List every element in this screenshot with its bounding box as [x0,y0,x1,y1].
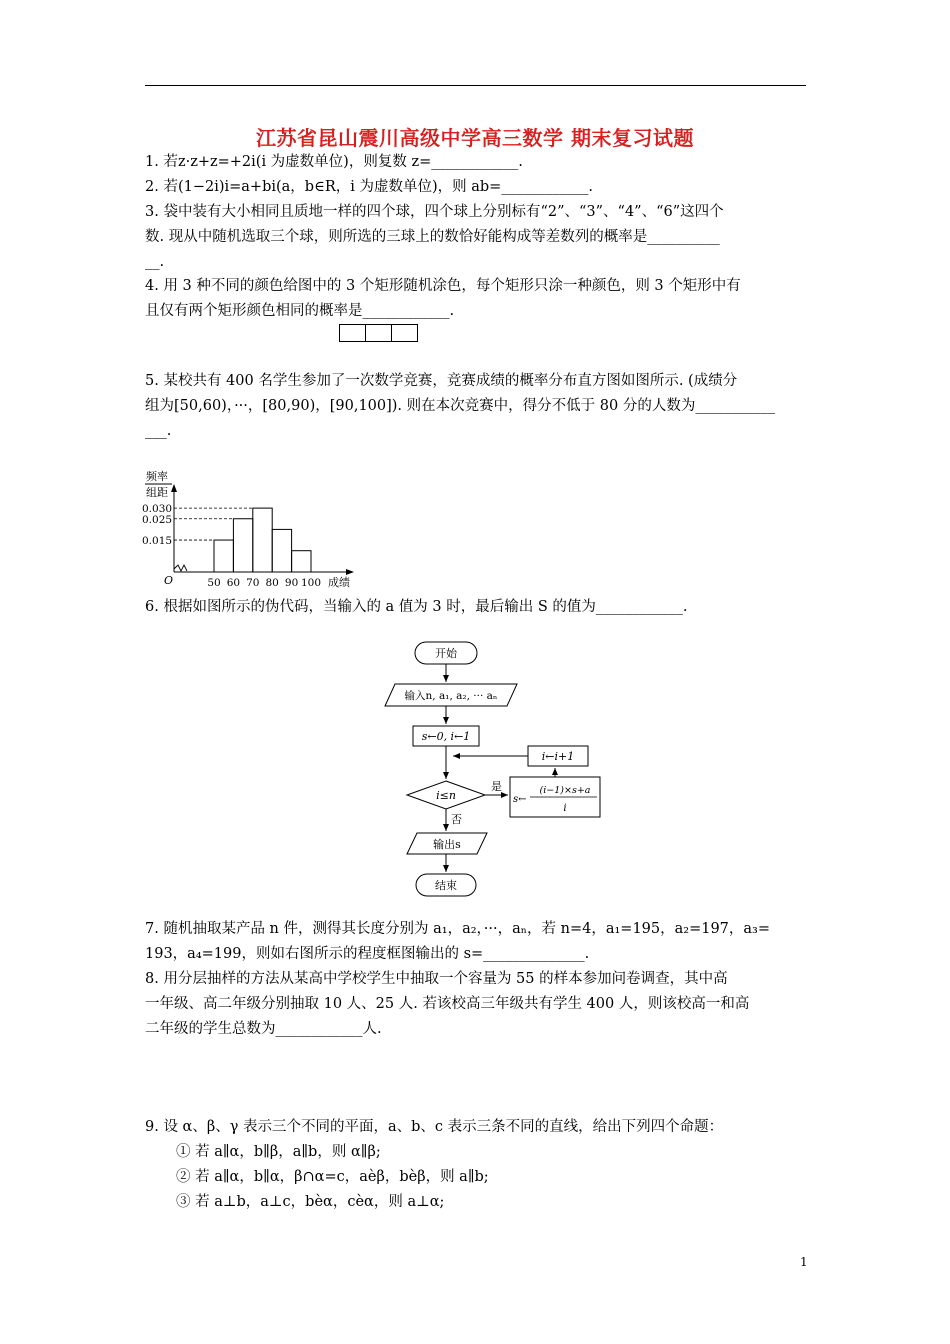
question-8-line-2: 一年级、高二年级分别抽取 10 人、25 人. 若该校高三年级共有学生 400 人，则该校高一和高 [145,996,750,1012]
rectangle-2 [365,324,392,342]
question-5-line-1: 5. 某校共有 400 名学生参加了一次数学竞赛，竞赛成绩的概率分布直方图如图所示. (成绩分 [145,373,738,389]
rectangle-3 [391,324,418,342]
init-label: s←0, i←1 [421,730,471,743]
question-3-line-2: 数. 现从中随机选取三个球，则所选的三球上的数恰好能构成等差数列的概率是__________ [145,229,720,245]
x-tick-label: 100 [300,577,322,589]
question-4-line-1: 4. 用 3 种不同的颜色给图中的 3 个矩形随机涂色，每个矩形只涂一种颜色，则 3 个矩形中有 [145,278,741,294]
x-tick-label: 90 [284,577,299,589]
question-7-line-1: 7. 随机抽取某产品 n 件，测得其长度分别为 a₁，a₂，···，aₙ，若 n=4，a₁=195，a₂=197，a₃= [145,921,771,937]
histogram-bar [272,529,291,572]
y-tick-label: 0.030 [142,503,173,516]
update-denominator: i [563,803,567,814]
y-label-top: 频率 [146,470,168,483]
histogram-bar [292,551,311,572]
rectangle-1 [339,324,366,342]
question-9-item-3: ③ 若 a⊥b，a⊥c，bèα，cèα，则 a⊥α; [176,1194,445,1210]
question-3-line-3: __. [145,254,165,270]
end-label: 结束 [435,879,457,892]
update-numerator: (i−1)×s+a [539,785,591,796]
histogram-chart [140,462,360,590]
question-8-line-1: 8. 用分层抽样的方法从某高中学校学生中抽取一个容量为 55 的样本参加问卷调查，其中高 [145,971,728,987]
update-lhs: s← [513,794,527,805]
x-axis-arrow [346,569,354,575]
start-label: 开始 [435,647,457,660]
y-tick-label: 0.025 [142,513,173,526]
top-rule [145,85,806,86]
flowchart [375,632,610,902]
output-label: 输出s [433,838,461,851]
x-axis-label: 成绩 [328,576,350,589]
yes-label: 是 [491,780,502,793]
origin-label: O [164,574,174,587]
input-label: 输入n, a₁, a₂, ··· aₙ [404,690,498,702]
x-tick-label: 50 [207,577,221,589]
y-tick-label: 0.015 [142,535,173,548]
question-2: 2. 若(1−2i)i=a+bi(a，b∈R，i 为虚数单位)，则 ab=____________. [145,179,593,195]
question-5-line-3: ___. [145,423,172,439]
question-6: 6. 根据如图所示的伪代码，当输入的 a 值为 3 时，最后输出 S 的值为____________. [145,599,688,615]
page-number: 1 [800,1255,808,1269]
histogram-bar [214,540,233,572]
y-axis-arrow [171,484,177,492]
question-1: 1. 若z·z+z=+2i(i 为虚数单位)，则复数 z=____________. [145,154,523,170]
x-tick-label: 80 [265,577,279,589]
x-tick-label: 70 [246,577,260,589]
question-9-item-1: ① 若 a∥α，b∥β，a∥b，则 α∥β; [176,1144,381,1160]
no-label: 否 [451,813,462,826]
question-9-item-2: ② 若 a∥α，b∥α，β∩α=c，aèβ，bèβ，则 a∥b; [176,1169,489,1185]
histogram-bar [253,508,272,572]
y-label-bottom: 组距 [146,486,168,499]
question-8-line-3: 二年级的学生总数为____________人. [145,1021,382,1037]
condition-label: i≤n [436,789,456,802]
three-rectangles-figure [340,324,418,342]
question-7-line-2: 193，a₄=199，则如右图所示的程度框图输出的 s=______________. [145,946,590,962]
page-title: 江苏省昆山震川高级中学高三数学 期末复习试题 [256,126,694,150]
question-9: 9. 设 α、β、γ 表示三个不同的平面，a、b、c 表示三条不同的直线，给出下列四个命题： [145,1119,724,1135]
question-5-line-2: 组为[50,60)，···，[80,90)，[90,100]). 则在本次竞赛中，得分不低于 80 分的人数为___________ [145,398,776,414]
axis-break-icon [174,565,187,571]
histogram-bar [233,519,252,572]
increment-label: i←i+1 [541,750,575,763]
question-4-line-2: 且仅有两个矩形颜色相同的概率是____________. [145,303,455,319]
x-tick-label: 60 [226,577,241,589]
question-3-line-1: 3. 袋中装有大小相同且质地一样的四个球，四个球上分别标有“2”、“3”、“4”、“6”这四个 [145,204,724,220]
